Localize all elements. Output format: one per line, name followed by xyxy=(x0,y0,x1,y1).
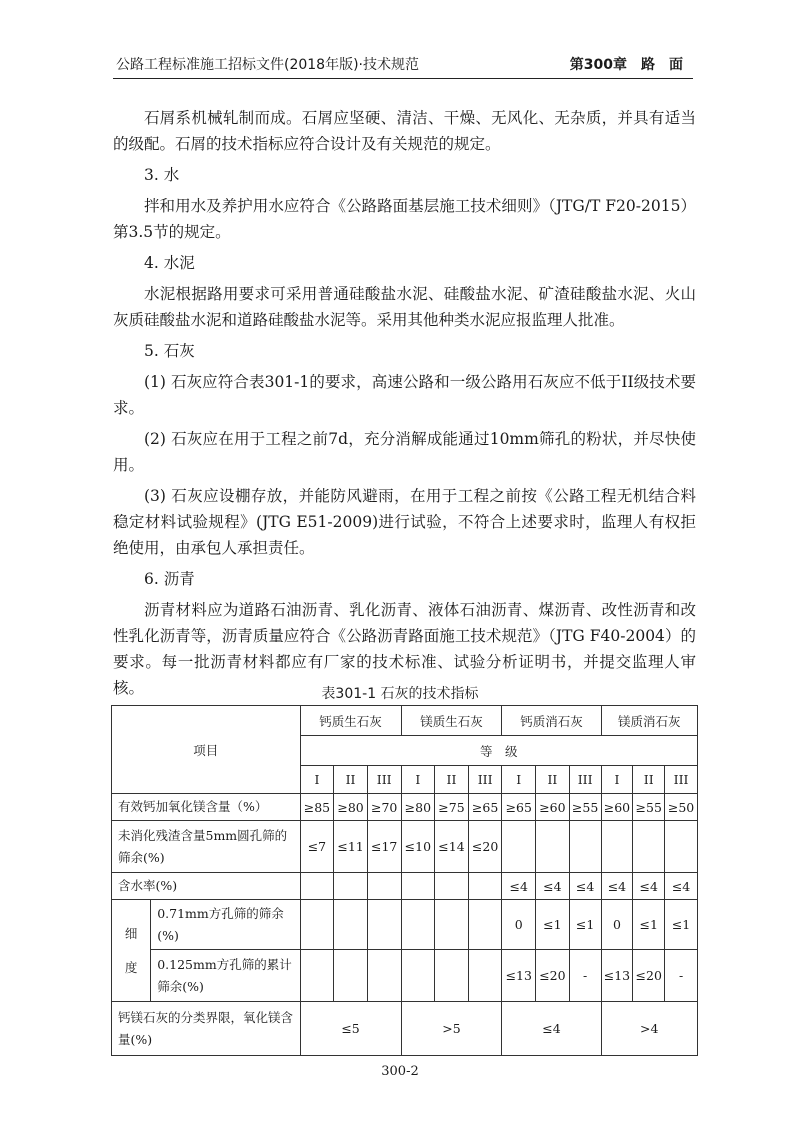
value-cell: ≤20 xyxy=(633,950,665,1002)
page-header xyxy=(113,50,693,79)
value-cell: ≤7 xyxy=(300,821,334,873)
paragraph: 沥青材料应为道路石油沥青、乳化沥青、液体石油沥青、煤沥青、改性沥青和改性乳化沥青等，沥青质量应符合《公路沥青路面施工技术规范》（JTG F40-2004）的要求。每一批沥青材料都应有厂家的技术标准、试验分析证明书，并提交监理人审核。 xyxy=(113,601,696,697)
value-cell xyxy=(633,821,665,873)
value-cell: ≥70 xyxy=(367,794,401,821)
value-cell xyxy=(536,821,570,873)
lime-spec-table xyxy=(111,705,698,1056)
value-cell: ≤1 xyxy=(633,900,665,950)
section-heading: 3. 水 xyxy=(144,166,180,184)
value-cell xyxy=(300,873,334,900)
value-cell xyxy=(468,873,502,900)
value-cell: ≤13 xyxy=(601,950,633,1002)
value-cell: ≥75 xyxy=(435,794,469,821)
value-cell: ≥55 xyxy=(633,794,665,821)
value-cell: ≤1 xyxy=(569,900,601,950)
paragraph: 拌和用水及养护用水应符合《公路路面基层施工技术细则》（JTG/T F20-2015）第3.5节的规定。 xyxy=(113,197,696,241)
value-cell xyxy=(401,873,435,900)
grade-cell: I xyxy=(300,766,334,794)
value-cell: 0 xyxy=(502,900,536,950)
grade-cell: II xyxy=(435,766,469,794)
value-cell: - xyxy=(569,950,601,1002)
value-cell: ≤4 xyxy=(601,873,633,900)
value-cell: ≤10 xyxy=(401,821,435,873)
value-cell: ≥80 xyxy=(401,794,435,821)
value-cell: ≥60 xyxy=(601,794,633,821)
value-cell: ≥65 xyxy=(502,794,536,821)
row-label: 0.71mm方孔筛的筛余(%) xyxy=(151,900,300,950)
row-label: 0.125mm方孔筛的累计筛余(%) xyxy=(151,950,300,1002)
grade-cell: I xyxy=(502,766,536,794)
value-cell: ≤4 xyxy=(536,873,570,900)
value-cell: ≥55 xyxy=(569,794,601,821)
value-cell: ≤17 xyxy=(367,821,401,873)
paragraph: 水泥根据路用要求可采用普通硅酸盐水泥、硅酸盐水泥、矿渣硅酸盐水泥、火山灰质硅酸盐水泥和道路硅酸盐水泥等。采用其他种类水泥应报监理人批准。 xyxy=(113,285,696,329)
value-cell: ≤20 xyxy=(468,821,502,873)
value-cell xyxy=(300,900,334,950)
value-cell xyxy=(435,950,469,1002)
grade-cell: I xyxy=(601,766,633,794)
section-heading: 6. 沥青 xyxy=(144,570,195,588)
value-cell xyxy=(300,950,334,1002)
value-cell xyxy=(367,900,401,950)
grade-cell: II xyxy=(633,766,665,794)
body-text xyxy=(113,105,696,706)
value-cell: >4 xyxy=(601,1002,697,1056)
group-header: 镁质生石灰 xyxy=(401,706,502,736)
value-cell xyxy=(334,900,368,950)
group-header: 镁质消石灰 xyxy=(601,706,697,736)
row-label: 含水率(%) xyxy=(112,873,301,900)
value-cell: ≤4 xyxy=(633,873,665,900)
paragraph: 石屑系机械轧制而成。石屑应坚硬、清洁、干燥、无风化、无杂质，并具有适当的级配。石屑的技术指标应符合设计及有关规范的规定。 xyxy=(113,109,696,153)
grade-cell: II xyxy=(334,766,368,794)
value-cell xyxy=(334,873,368,900)
value-cell: - xyxy=(665,950,698,1002)
value-cell: ≤4 xyxy=(502,1002,601,1056)
value-cell xyxy=(367,873,401,900)
value-cell xyxy=(367,950,401,1002)
row-label: 有效钙加氧化镁含量（%） xyxy=(112,794,301,821)
value-cell xyxy=(435,873,469,900)
value-cell xyxy=(468,900,502,950)
paragraph: (3) 石灰应设棚存放，并能防风避雨，在用于工程之前按《公路工程无机结合料稳定材料试验规程》(JTG E51-2009)进行试验，不符合上述要求时，监理人有权拒绝使用，由承包人承担责任。 xyxy=(113,487,696,557)
grade-cell: III xyxy=(367,766,401,794)
value-cell xyxy=(665,821,698,873)
value-cell xyxy=(435,900,469,950)
page-number: 300-2 xyxy=(381,1064,419,1079)
value-cell: ≥65 xyxy=(468,794,502,821)
fineness-label: 细度 xyxy=(112,900,151,1002)
value-cell: ≤4 xyxy=(502,873,536,900)
value-cell xyxy=(502,821,536,873)
grade-cell: III xyxy=(468,766,502,794)
value-cell: ≤20 xyxy=(536,950,570,1002)
value-cell: ≤4 xyxy=(665,873,698,900)
value-cell: ≥50 xyxy=(665,794,698,821)
value-cell xyxy=(569,821,601,873)
group-header: 钙质生石灰 xyxy=(300,706,401,736)
grade-header: 等 级 xyxy=(300,736,697,766)
value-cell xyxy=(468,950,502,1002)
value-cell xyxy=(401,900,435,950)
value-cell: ≥80 xyxy=(334,794,368,821)
grade-cell: III xyxy=(665,766,698,794)
row-label: 钙镁石灰的分类界限，氧化镁含量(%) xyxy=(112,1002,301,1056)
value-cell: >5 xyxy=(401,1002,502,1056)
grade-cell: I xyxy=(401,766,435,794)
section-heading: 5. 石灰 xyxy=(144,342,195,360)
grade-cell: III xyxy=(569,766,601,794)
section-heading: 4. 水泥 xyxy=(144,254,195,272)
table-caption: 表301-1 石灰的技术指标 xyxy=(321,686,479,702)
paragraph: (2) 石灰应在用于工程之前7d，充分消解成能通过10mm筛孔的粉状，并尽快使用。 xyxy=(113,430,696,474)
value-cell xyxy=(601,821,633,873)
value-cell: ≤1 xyxy=(665,900,698,950)
value-cell: ≥85 xyxy=(300,794,334,821)
value-cell: ≤13 xyxy=(502,950,536,1002)
paragraph: (1) 石灰应符合表301-1的要求，高速公路和一级公路用石灰应不低于II级技术要求。 xyxy=(113,373,696,417)
header-document-title: 公路工程标准施工招标文件(2018年版)·技术规范 xyxy=(116,57,420,73)
value-cell: ≤4 xyxy=(569,873,601,900)
value-cell: ≤1 xyxy=(536,900,570,950)
value-cell xyxy=(401,950,435,1002)
value-cell: ≥60 xyxy=(536,794,570,821)
grade-cell: II xyxy=(536,766,570,794)
value-cell: ≤11 xyxy=(334,821,368,873)
row-label: 未消化残渣含量5mm圆孔筛的筛余(%) xyxy=(112,821,301,873)
value-cell: ≤5 xyxy=(300,1002,401,1056)
value-cell: 0 xyxy=(601,900,633,950)
group-header: 钙质消石灰 xyxy=(502,706,601,736)
header-chapter: 第300章 路 面 xyxy=(569,57,683,73)
item-header: 项目 xyxy=(112,706,301,794)
value-cell xyxy=(334,950,368,1002)
value-cell: ≤14 xyxy=(435,821,469,873)
